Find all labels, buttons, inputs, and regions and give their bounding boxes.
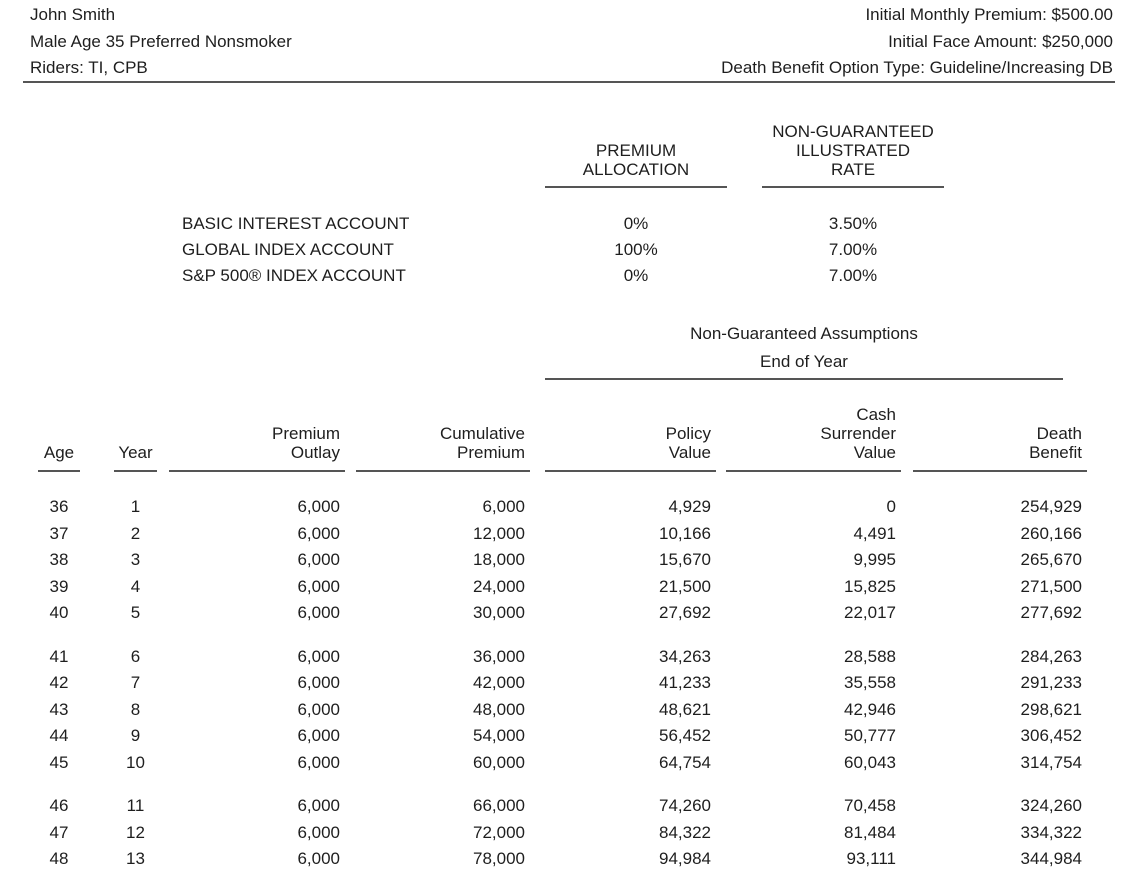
- cell-cash-surrender-value: 70,458: [844, 796, 896, 815]
- cell-death-benefit: 271,500: [1020, 576, 1082, 596]
- insured-class: Male Age 35 Preferred Nonsmoker: [30, 31, 292, 51]
- initial-monthly-premium: Initial Monthly Premium: $500.00: [865, 5, 1113, 24]
- cell-death-benefit: 277,692: [1020, 603, 1082, 622]
- header-line: NON-GUARANTEED: [772, 122, 934, 141]
- header-line: ILLUSTRATED: [796, 141, 910, 160]
- cell-cash-surrender-value: 28,588: [844, 646, 896, 666]
- column-header-age: [38, 443, 80, 462]
- cell-cash-surrender-value: 4,491: [853, 523, 896, 543]
- cell-cumulative-premium: 36,000: [473, 646, 525, 666]
- cell-premium-outlay: 6,000: [297, 726, 340, 745]
- account-rate: 7.00%: [828, 240, 878, 259]
- cell-premium-outlay: 6,000: [297, 796, 340, 815]
- cell-cash-surrender-value: 81,484: [844, 822, 896, 842]
- cell-policy-value: 64,754: [659, 752, 711, 772]
- account-name: S&P 500® INDEX ACCOUNT: [182, 266, 406, 285]
- cell-cash-surrender-value: 0: [886, 497, 896, 516]
- cell-policy-value: 84,322: [659, 822, 711, 842]
- cell-age: 43: [49, 699, 69, 719]
- cell-cash-surrender-value: 93,111: [846, 849, 896, 868]
- cell-year: 11: [126, 796, 145, 815]
- cell-age: 38: [49, 550, 69, 569]
- column-rule: [114, 470, 157, 472]
- cell-year: 7: [130, 673, 141, 692]
- premium-allocation-rule: [545, 186, 727, 188]
- account-allocation: 100%: [614, 240, 658, 259]
- assumptions-rule: [545, 378, 1063, 380]
- cell-policy-value: 48,621: [659, 699, 711, 719]
- header-line: Age: [43, 443, 75, 462]
- cell-death-benefit: 298,621: [1020, 699, 1082, 719]
- cell-cash-surrender-value: 9,995: [853, 550, 896, 569]
- cell-cumulative-premium: 72,000: [473, 822, 525, 842]
- cell-cash-surrender-value: 60,043: [844, 752, 896, 772]
- cell-cumulative-premium: 24,000: [473, 576, 525, 596]
- column-rule: [169, 470, 345, 472]
- cell-cumulative-premium: 18,000: [473, 550, 525, 569]
- header-line: Benefit: [1029, 443, 1082, 462]
- cell-age: 36: [49, 497, 69, 516]
- cell-policy-value: 10,166: [659, 523, 711, 543]
- cell-year: 13: [126, 849, 145, 868]
- cell-cash-surrender-value: 50,777: [844, 726, 896, 745]
- header-line: ALLOCATION: [582, 160, 690, 179]
- header-line: Outlay: [290, 443, 340, 462]
- cell-policy-value: 41,233: [659, 673, 711, 692]
- cell-cumulative-premium: 30,000: [473, 603, 525, 622]
- header-line: Cumulative: [439, 424, 525, 443]
- header-line: Premium: [271, 424, 340, 443]
- column-header-death-benefit: [913, 424, 1082, 462]
- cell-age: 45: [49, 752, 69, 772]
- cell-policy-value: 74,260: [659, 796, 711, 815]
- cell-death-benefit: 260,166: [1020, 523, 1082, 543]
- cell-death-benefit: 324,260: [1020, 796, 1082, 815]
- cell-cumulative-premium: 54,000: [473, 726, 525, 745]
- cell-cash-surrender-value: 15,825: [844, 576, 896, 596]
- cell-premium-outlay: 6,000: [297, 673, 340, 692]
- cell-death-benefit: 334,322: [1020, 822, 1082, 842]
- header-line: Policy: [665, 424, 711, 443]
- header-line: Value: [853, 443, 896, 462]
- cell-premium-outlay: 6,000: [297, 646, 340, 666]
- cell-year: 3: [130, 550, 141, 569]
- assumptions-subtitle: End of Year: [760, 352, 848, 371]
- cell-premium-outlay: 6,000: [297, 550, 340, 569]
- column-rule: [726, 470, 901, 472]
- cell-death-benefit: 344,984: [1020, 849, 1082, 868]
- cell-cash-surrender-value: 22,017: [844, 603, 896, 622]
- cell-year: 12: [126, 822, 145, 842]
- cell-year: 9: [130, 726, 141, 745]
- cell-premium-outlay: 6,000: [297, 822, 340, 842]
- illustrated-rate-rule: [762, 186, 944, 188]
- policy-info: [721, 2, 1113, 82]
- cell-premium-outlay: 6,000: [297, 497, 340, 516]
- account-name: GLOBAL INDEX ACCOUNT: [182, 240, 394, 259]
- cell-cumulative-premium: 66,000: [473, 796, 525, 815]
- cell-death-benefit: 291,233: [1020, 673, 1082, 692]
- cell-cumulative-premium: 6,000: [482, 497, 525, 516]
- cell-age: 40: [49, 603, 69, 622]
- illustrated-rate-header: [762, 122, 944, 179]
- cell-age: 41: [49, 646, 69, 666]
- cell-year: 8: [130, 699, 141, 719]
- cell-age: 47: [49, 822, 69, 842]
- assumptions-title: Non-Guaranteed Assumptions: [690, 324, 918, 343]
- cell-premium-outlay: 6,000: [297, 523, 340, 543]
- cell-policy-value: 56,452: [659, 726, 711, 745]
- cell-age: 48: [49, 849, 69, 868]
- cell-cumulative-premium: 60,000: [473, 752, 525, 772]
- cell-policy-value: 27,692: [659, 603, 711, 622]
- cell-death-benefit: 306,452: [1020, 726, 1082, 745]
- column-header-cash-surrender-value: [726, 405, 896, 462]
- account-name: BASIC INTEREST ACCOUNT: [182, 214, 410, 233]
- cell-year: 5: [130, 603, 141, 622]
- column-header-cumulative-premium: [356, 424, 525, 462]
- cell-policy-value: 94,984: [659, 849, 711, 868]
- cell-policy-value: 21,500: [659, 576, 711, 596]
- cell-cash-surrender-value: 35,558: [844, 673, 896, 692]
- header-divider: [23, 81, 1115, 83]
- column-rule: [38, 470, 80, 472]
- header-line: Year: [118, 443, 153, 462]
- header-line: RATE: [830, 160, 876, 179]
- premium-allocation-header: [545, 141, 727, 179]
- insured-info: [30, 2, 292, 82]
- cell-premium-outlay: 6,000: [297, 699, 340, 719]
- cell-age: 46: [49, 796, 69, 815]
- cell-death-benefit: 254,929: [1020, 497, 1082, 516]
- column-header-policy-value: [545, 424, 711, 462]
- cell-premium-outlay: 6,000: [297, 849, 340, 868]
- column-header-premium-outlay: [169, 424, 340, 462]
- cell-age: 44: [49, 726, 69, 745]
- account-rate: 7.00%: [828, 266, 878, 285]
- cell-cumulative-premium: 48,000: [473, 699, 525, 719]
- cell-cumulative-premium: 12,000: [473, 523, 525, 543]
- cell-year: 10: [126, 752, 145, 772]
- header-line: Value: [668, 443, 711, 462]
- cell-death-benefit: 284,263: [1020, 646, 1082, 666]
- column-rule: [356, 470, 530, 472]
- cell-age: 39: [49, 576, 69, 596]
- initial-face-amount: Initial Face Amount: $250,000: [888, 31, 1113, 51]
- cell-premium-outlay: 6,000: [297, 576, 340, 596]
- cell-death-benefit: 265,670: [1020, 550, 1082, 569]
- header-line: Cash: [856, 405, 896, 424]
- header-line: PREMIUM: [595, 141, 677, 160]
- cell-year: 6: [130, 646, 141, 666]
- cell-death-benefit: 314,754: [1020, 752, 1082, 772]
- cell-year: 1: [130, 497, 141, 516]
- cell-year: 4: [130, 576, 141, 596]
- cell-premium-outlay: 6,000: [297, 752, 340, 772]
- riders: Riders: TI, CPB: [30, 58, 148, 77]
- cell-policy-value: 15,670: [659, 550, 711, 569]
- account-allocation: 0%: [623, 266, 649, 285]
- header-line: Surrender: [820, 424, 896, 443]
- cell-cumulative-premium: 42,000: [473, 673, 525, 692]
- insured-name: John Smith: [30, 5, 116, 24]
- cell-policy-value: 4,929: [668, 497, 711, 516]
- column-rule: [545, 470, 716, 472]
- column-rule: [913, 470, 1087, 472]
- cell-policy-value: 34,263: [659, 646, 711, 666]
- header-line: Death: [1036, 424, 1082, 443]
- cell-age: 37: [49, 523, 69, 543]
- cell-premium-outlay: 6,000: [297, 603, 340, 622]
- death-benefit-option: Death Benefit Option Type: Guideline/Increasing DB: [721, 58, 1113, 77]
- cell-age: 42: [49, 673, 69, 692]
- cell-year: 2: [130, 523, 141, 543]
- header-line: Premium: [456, 443, 525, 462]
- column-header-year: [114, 443, 157, 462]
- cell-cash-surrender-value: 42,946: [844, 699, 896, 719]
- account-rate: 3.50%: [828, 214, 878, 233]
- account-allocation: 0%: [623, 214, 649, 233]
- cell-cumulative-premium: 78,000: [473, 849, 525, 868]
